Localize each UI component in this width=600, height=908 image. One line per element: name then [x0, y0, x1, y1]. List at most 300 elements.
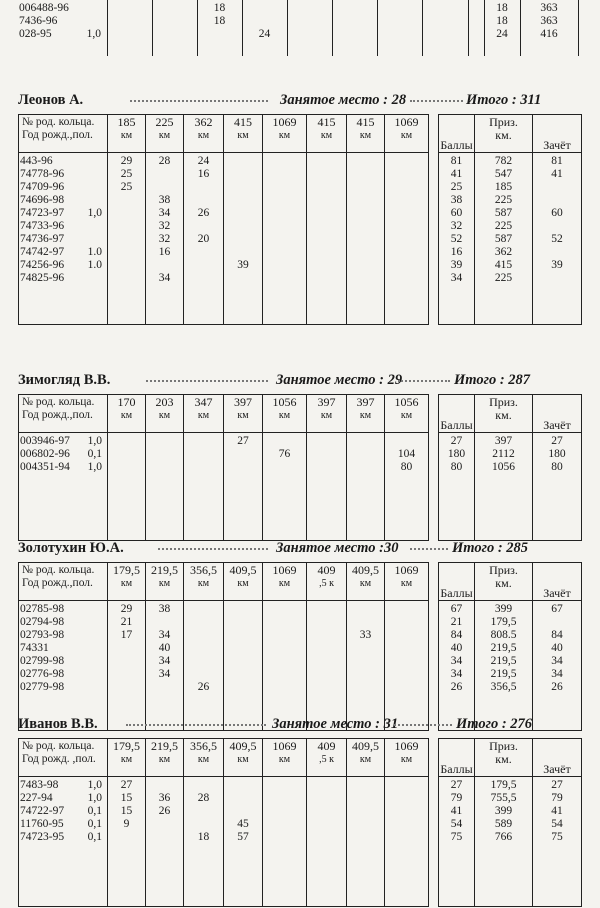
- distance-unit: км: [158, 130, 171, 141]
- score-cell: 15: [120, 805, 133, 817]
- results-table: [18, 394, 582, 541]
- table-row: [20, 435, 106, 448]
- value-cell: [534, 616, 580, 629]
- prize-unit-label: км.: [495, 129, 512, 142]
- column-header-distance: [263, 739, 307, 777]
- score-cell: [147, 435, 182, 448]
- score-cell: [386, 818, 427, 831]
- score-cell: [109, 272, 144, 285]
- leader-dots: [158, 548, 268, 554]
- distance-unit: км: [278, 754, 291, 765]
- score-cell: [348, 805, 383, 818]
- value-cell: 26: [450, 681, 463, 693]
- score-cell: 36: [158, 792, 171, 804]
- score-cell: [225, 155, 261, 168]
- distance-column: [108, 601, 146, 731]
- score-cell: [308, 616, 345, 629]
- score-cell: [348, 233, 383, 246]
- value-cell: 81: [450, 155, 463, 167]
- balls-column: [439, 433, 475, 541]
- score-cell: [264, 272, 305, 285]
- score-cell: [348, 220, 383, 233]
- score-cell: 57: [237, 831, 249, 843]
- score-cell: [264, 655, 305, 668]
- distance-column: [347, 777, 385, 907]
- column-header-distance: [385, 739, 429, 777]
- distance-unit: км: [197, 410, 210, 421]
- score-cell: [386, 155, 427, 168]
- balls-label: Баллы: [440, 419, 473, 432]
- table-row: [20, 168, 106, 181]
- distance-value: 1069: [272, 564, 297, 577]
- score-cell: [308, 259, 345, 272]
- table-header-row: [19, 739, 582, 777]
- column-header-prize: [475, 395, 533, 433]
- score-cell: [386, 181, 427, 194]
- column-header-balls: [439, 395, 475, 433]
- value-cell: 225: [494, 272, 513, 284]
- result-block: [0, 92, 600, 326]
- score-cell: [386, 207, 427, 220]
- ring-number: 02793-98: [20, 629, 65, 641]
- value-cell: [534, 220, 580, 233]
- score-cell: 29: [120, 155, 133, 167]
- score-cell: [225, 168, 261, 181]
- value-cell: 180: [548, 448, 566, 460]
- balls-label: Баллы: [440, 587, 473, 600]
- distance-value: 415: [356, 116, 375, 129]
- ring-number: 74709-96: [20, 181, 65, 193]
- column-header-distance: [224, 395, 263, 433]
- distance-column: [307, 601, 347, 731]
- table-row: [20, 681, 106, 694]
- column-header-credit: [533, 395, 582, 433]
- distance-unit: км: [237, 410, 249, 421]
- table-row: [20, 246, 106, 259]
- distance-column: [224, 777, 263, 907]
- column-header-distance: [347, 563, 385, 601]
- score-cell: [348, 642, 383, 655]
- score-cell: 34: [158, 629, 171, 641]
- value-cell: 180: [447, 448, 466, 460]
- score-cell: [264, 792, 305, 805]
- column-header-distance: [146, 395, 184, 433]
- table-data-row: [19, 433, 582, 541]
- score-cell: [109, 831, 144, 844]
- value-cell: 39: [551, 259, 563, 271]
- distance-unit: км: [359, 410, 372, 421]
- distance-unit: км: [237, 578, 249, 589]
- score-cell: [264, 259, 305, 272]
- table-header-row: [19, 115, 582, 153]
- column-gap: [429, 153, 439, 325]
- score-cell: [308, 435, 345, 448]
- prize-label: Приз.: [489, 396, 518, 409]
- distance-value: 219,5: [151, 740, 178, 753]
- column-header-credit: [533, 739, 582, 777]
- column-header-ring: [19, 115, 108, 153]
- score-cell: [386, 220, 427, 233]
- column-header-distance: [146, 563, 184, 601]
- score-cell: [308, 233, 345, 246]
- leader-dots: [398, 380, 450, 386]
- score-cell: [109, 220, 144, 233]
- distance-value: 179,5: [113, 740, 140, 753]
- distance-column: [184, 777, 224, 907]
- score-cell: [308, 792, 345, 805]
- score-cell: [264, 779, 305, 792]
- score-cell: [109, 435, 144, 448]
- total-label: Итого : 276: [456, 716, 533, 732]
- balls-label: Баллы: [440, 139, 473, 152]
- distance-column: [184, 153, 224, 325]
- score-cell: [308, 603, 345, 616]
- distance-unit: км: [320, 130, 333, 141]
- score-cell: [109, 642, 144, 655]
- score-cell: [308, 272, 345, 285]
- table-row: [20, 805, 106, 818]
- score-cell: 80: [400, 461, 413, 473]
- score-cell: [308, 181, 345, 194]
- score-cell: [147, 779, 182, 792]
- column-gap: [429, 115, 439, 153]
- value-cell: 75: [450, 831, 463, 843]
- score-cell: [185, 259, 222, 272]
- column-header-distance: [184, 395, 224, 433]
- column-header-distance: [307, 115, 347, 153]
- score-cell: 32: [158, 233, 171, 245]
- column-header-distance: [307, 563, 347, 601]
- leader-dots: [146, 380, 268, 386]
- distance-value: 409,5: [352, 740, 379, 753]
- score-cell: [225, 668, 261, 681]
- prize-unit-label: км.: [495, 753, 512, 766]
- column-gap: [429, 739, 439, 777]
- ring-number: 227-94: [20, 792, 53, 804]
- score-cell: [264, 629, 305, 642]
- score-cell: [185, 805, 222, 818]
- ring-number: 74778-96: [20, 168, 65, 180]
- score-cell: [348, 194, 383, 207]
- distance-column: [347, 433, 385, 541]
- credit-label: Зачёт: [543, 763, 571, 776]
- value-cell: [534, 194, 580, 207]
- table-row: [20, 259, 106, 272]
- ring-number: 74722-97: [20, 805, 65, 817]
- place-label: Занятое место :30: [276, 540, 399, 556]
- column-header-distance: [108, 115, 146, 153]
- distance-column: [263, 433, 307, 541]
- value-cell: 219,5: [490, 655, 517, 667]
- table-data-row: [19, 601, 582, 731]
- value-cell: 79: [450, 792, 463, 804]
- table-data-row: [19, 153, 582, 325]
- score-cell: [225, 616, 261, 629]
- score-cell: [225, 448, 261, 461]
- column-header-ring: [19, 739, 108, 777]
- value-cell: 52: [551, 233, 563, 245]
- score-cell: [348, 435, 383, 448]
- leader-dots: [410, 100, 463, 106]
- score-cell: [147, 818, 182, 831]
- score-cell: [348, 779, 383, 792]
- column-header-distance: [307, 739, 347, 777]
- column-header-credit: [533, 563, 582, 601]
- score-cell: [348, 168, 383, 181]
- column-header-distance: [108, 739, 146, 777]
- score-cell: [264, 616, 305, 629]
- score-cell: 28: [197, 792, 210, 804]
- value-cell: 80: [551, 461, 563, 473]
- distance-value: 409,5: [352, 564, 379, 577]
- distance-value: 219,5: [151, 564, 178, 577]
- distance-unit: км: [400, 410, 413, 421]
- distance-value: 203: [155, 396, 174, 409]
- total-label: Итого : 285: [452, 540, 529, 556]
- column-header-balls: [439, 563, 475, 601]
- score-cell: [386, 603, 427, 616]
- table-row: [20, 629, 106, 642]
- distance-unit: ,5 к: [319, 754, 334, 765]
- score-cell: [225, 207, 261, 220]
- column-header-distance: [184, 115, 224, 153]
- column-header-ring: [19, 395, 108, 433]
- value-cell: 34: [551, 655, 563, 667]
- score-cell: [308, 831, 345, 844]
- score-cell: [386, 272, 427, 285]
- distance-column: [347, 601, 385, 731]
- score-cell: [386, 655, 427, 668]
- score-cell: [185, 194, 222, 207]
- year-sex: 0,1: [87, 818, 102, 830]
- score-cell: [264, 818, 305, 831]
- table-row: [20, 655, 106, 668]
- place-label: Занятое место : 29: [276, 372, 403, 388]
- balls-column: [439, 153, 475, 325]
- score-cell: [225, 233, 261, 246]
- distance-value: 225: [155, 116, 174, 129]
- score-cell: [225, 220, 261, 233]
- score-cell: [147, 461, 182, 474]
- score-cell: [386, 779, 427, 792]
- score-cell: [386, 194, 427, 207]
- ring-number: 74723-95: [20, 831, 65, 843]
- value-cell: 25: [450, 181, 463, 193]
- distance-column: [224, 601, 263, 731]
- leader-dots: [130, 100, 268, 106]
- column-header-distance: [307, 395, 347, 433]
- value-cell: 75: [551, 831, 563, 843]
- score-cell: [185, 779, 222, 792]
- score-cell: [225, 181, 261, 194]
- distance-unit: км: [120, 578, 133, 589]
- score-cell: [147, 448, 182, 461]
- distance-unit: км: [197, 578, 210, 589]
- value-cell: 587: [494, 233, 513, 245]
- column-header-distance: [263, 395, 307, 433]
- value-cell: 219,5: [490, 642, 517, 654]
- value-cell: 81: [551, 155, 563, 167]
- value-cell: 41: [450, 168, 463, 180]
- result-header: [18, 540, 578, 558]
- score-cell: [386, 668, 427, 681]
- column-gap: [429, 563, 439, 601]
- score-cell: [225, 629, 261, 642]
- score-cell: 40: [158, 642, 171, 654]
- value-cell: 67: [450, 603, 463, 615]
- results-table: [18, 114, 582, 325]
- result-header: [18, 716, 578, 734]
- participant-name: Зимогляд В.В.: [18, 372, 111, 388]
- distance-unit: км: [197, 754, 210, 765]
- prize-column: [475, 777, 533, 907]
- ring-number: 02779-98: [20, 681, 65, 693]
- year-sex: 1,0: [87, 435, 102, 447]
- value-cell: 225: [494, 220, 513, 232]
- score-cell: [348, 181, 383, 194]
- distance-value: 179,5: [113, 564, 140, 577]
- distance-column: [385, 777, 429, 907]
- table-row: [20, 642, 106, 655]
- table-row: [20, 818, 106, 831]
- score-cell: [264, 831, 305, 844]
- score-cell: [225, 461, 261, 474]
- leader-dots: [126, 724, 266, 730]
- score-cell: [185, 272, 222, 285]
- place-label: Занятое место : 28: [280, 92, 407, 108]
- distance-value: 362: [194, 116, 213, 129]
- distance-value: 415: [317, 116, 336, 129]
- year-sex: 1,0: [87, 792, 102, 804]
- credit-label: Зачёт: [543, 587, 571, 600]
- table-row: [20, 448, 106, 461]
- distance-column: [224, 153, 263, 325]
- value-cell: 21: [450, 616, 463, 628]
- credit-column: [533, 153, 582, 325]
- credit-label: Зачёт: [543, 419, 571, 432]
- score-cell: [185, 220, 222, 233]
- score-cell: 38: [158, 194, 171, 206]
- value-cell: [534, 181, 580, 194]
- score-cell: 17: [120, 629, 133, 641]
- header-label-year: Год рожд. ,пол.: [22, 753, 96, 765]
- value-cell: 225: [494, 194, 513, 206]
- distance-value: 397: [234, 396, 252, 409]
- score-cell: [386, 642, 427, 655]
- value-cell: 766: [494, 831, 513, 843]
- score-cell: [348, 681, 383, 694]
- year-sex: 0,1: [87, 831, 102, 843]
- distance-unit: км: [400, 578, 413, 589]
- value-cell: 32: [450, 220, 463, 232]
- column-header-distance: [224, 115, 263, 153]
- score-cell: 26: [158, 805, 171, 817]
- value-cell: 34: [450, 668, 463, 680]
- year-sex: 1.0: [87, 246, 102, 258]
- value-cell: [534, 246, 580, 259]
- score-cell: 26: [197, 681, 210, 693]
- results-table: [18, 738, 582, 907]
- score-cell: 25: [120, 168, 133, 180]
- top-fragment-table: 006488-96 7436-96 028-95 1,0 18 18 24 18 18 24 363 363 416: [18, 0, 600, 56]
- column-gap: [429, 395, 439, 433]
- leader-dots: [394, 724, 452, 730]
- distance-value: 1069: [272, 116, 297, 129]
- distance-column: [385, 153, 429, 325]
- score-cell: [386, 629, 427, 642]
- table-row: [20, 831, 106, 844]
- table-row: [20, 668, 106, 681]
- score-cell: [185, 629, 222, 642]
- distance-unit: км: [158, 754, 171, 765]
- ring-number: 74733-96: [20, 220, 65, 232]
- distance-column: [184, 601, 224, 731]
- distance-unit: км: [158, 578, 171, 589]
- ring-number: 7483-98: [20, 779, 59, 791]
- column-header-distance: [184, 739, 224, 777]
- distance-unit: км: [400, 130, 413, 141]
- prize-unit-label: км.: [495, 577, 512, 590]
- score-cell: 20: [197, 233, 210, 245]
- score-cell: [348, 616, 383, 629]
- table-row: 006488-96: [19, 2, 69, 14]
- value-cell: 54: [551, 818, 563, 830]
- score-cell: [348, 259, 383, 272]
- distance-unit: км: [278, 410, 291, 421]
- distance-column: [385, 601, 429, 731]
- score-cell: [185, 616, 222, 629]
- value-cell: 38: [450, 194, 463, 206]
- distance-column: [385, 433, 429, 541]
- result-header: [18, 372, 578, 390]
- value-cell: 16: [450, 246, 463, 258]
- score-cell: [348, 272, 383, 285]
- table-row: 028-95 1,0: [19, 28, 101, 40]
- ring-number: 74723-97: [20, 207, 65, 219]
- distance-unit: км: [359, 578, 372, 589]
- value-cell: 755,5: [490, 792, 517, 804]
- distance-unit: км: [120, 754, 133, 765]
- value-cell: 79: [551, 792, 563, 804]
- score-cell: [386, 168, 427, 181]
- score-cell: [386, 616, 427, 629]
- participant-name: Золотухин Ю.А.: [18, 540, 124, 556]
- distance-column: [263, 777, 307, 907]
- table-row: [20, 220, 106, 233]
- value-cell: 179,5: [490, 779, 517, 791]
- score-cell: [147, 259, 182, 272]
- score-cell: [109, 461, 144, 474]
- distance-column: [108, 777, 146, 907]
- column-header-distance: [184, 563, 224, 601]
- score-cell: 32: [158, 220, 171, 232]
- column-header-distance: [263, 115, 307, 153]
- score-cell: 28: [158, 155, 171, 167]
- score-cell: [308, 655, 345, 668]
- value-cell: 34: [551, 668, 563, 680]
- value-cell: 399: [494, 603, 513, 615]
- score-cell: 18: [197, 831, 210, 843]
- distance-column: [108, 433, 146, 541]
- year-sex: 1,0: [87, 207, 102, 219]
- score-cell: [348, 792, 383, 805]
- place-label: Занятое место : 31: [272, 716, 399, 732]
- distance-value: 356,5: [190, 740, 217, 753]
- score-cell: [386, 246, 427, 259]
- score-cell: [225, 246, 261, 259]
- distance-unit: км: [400, 754, 413, 765]
- ring-number: 11760-95: [20, 818, 64, 830]
